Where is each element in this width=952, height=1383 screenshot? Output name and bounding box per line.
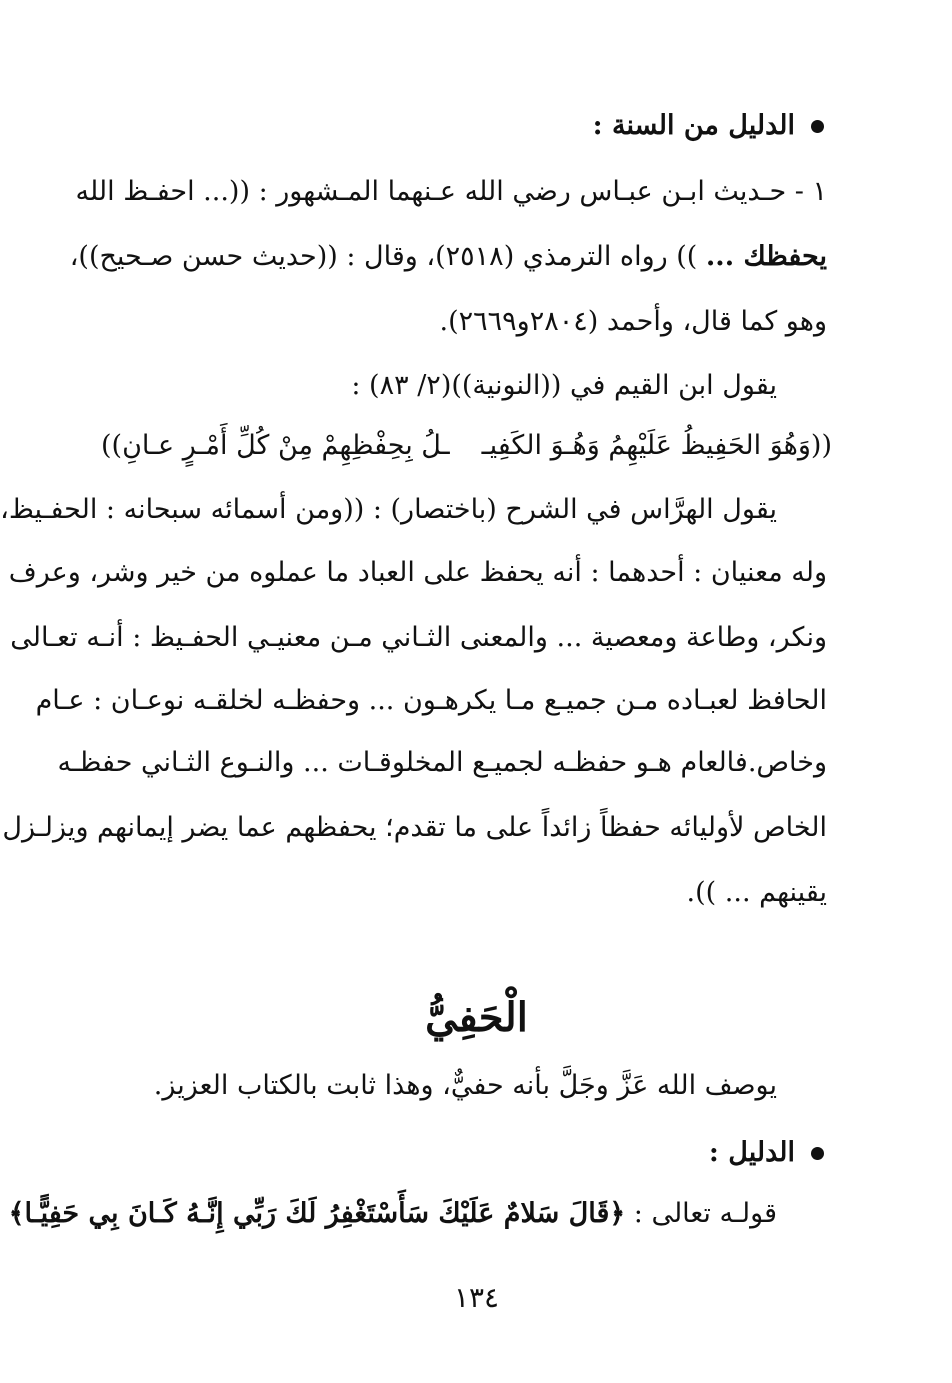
verse-first-hemistich: ((وَهُوَ الحَفِيظُ عَلَيْهِمُ وَهُـوَ الكَفِيـ xyxy=(481,430,832,461)
harras-line-1: يقول الهرَّاس في الشرح (باختصار) : ((ومن أسمائه سبحانه : الحفـيظ، xyxy=(0,494,777,525)
al-hafiyy-intro: يوصف الله عَزَّ وجَلَّ بأنه حفيٌّ، وهذا ثابت بالكتاب العزيز. xyxy=(153,1070,777,1101)
bullet-icon xyxy=(811,120,824,133)
sunnah-evidence-heading xyxy=(121,106,824,146)
hadith-line-2-rest: )) رواه الترمذي (٢٥١٨)، وقال : ((حديث حسن صـحيح))، xyxy=(69,241,706,272)
page-number: ١٣٤ xyxy=(453,1281,500,1314)
quran-verse: ﴿قَالَ سَلامٌ عَلَيْكَ سَأَسْتَغْفِرُ لَكَ رَبِّي إِنَّـهُ كَـانَ بِي حَفِيًّـا﴾ xyxy=(8,1198,626,1229)
hadith-line-2 xyxy=(69,237,827,277)
section-title-al-hafiyy: الْحَفِيُّ xyxy=(425,994,528,1041)
harras-line-5: وخاص.فالعام هـو حفظـه لجميـع المخلوقـات ... والنـوع الثـاني حفظـه xyxy=(57,747,827,778)
hadith-line-1: ١ - حـديث ابـن عبـاس رضي الله عـنهما المـشهور : ((... احفـظ الله xyxy=(75,176,827,207)
evidence-heading xyxy=(121,1133,824,1173)
bullet-icon xyxy=(811,1147,824,1160)
evidence-heading-text: الدليل : xyxy=(708,1137,795,1168)
hadith-line-3: وهو كما قال، وأحمد (٢٨٠٤و٢٦٦٩). xyxy=(439,306,827,337)
harras-line-7: يقينهم ... )). xyxy=(686,877,827,908)
hadith-bold-text: يحفظك ... xyxy=(705,241,827,272)
harras-line-4: الحافظ لعبـاده مـن جميـع مـا يكرهـون ... وحفظـه لخلقـه نوعـان : عـام xyxy=(35,685,827,716)
ibn-qayyim-intro: يقول ابن القيم في ((النونية))(٢/ ٨٣) : xyxy=(351,370,777,401)
harras-line-3: ونكر، وطاعة ومعصية ... والمعنى الثـاني مـن معنيـي الحفـيظ : أنـه تعـالى xyxy=(10,622,827,653)
quran-evidence-line xyxy=(8,1194,777,1234)
harras-line-6: الخاص لأوليائه حفظاً زائداً على ما تقدم؛ يحفظهم عما يضر إيمانهم ويزلـزل xyxy=(2,812,827,843)
harras-line-2: وله معنيان : أحدهما : أنه يحفظ على العباد ما عملوه من خير وشر، وعرف xyxy=(8,557,827,588)
sunnah-evidence-heading-text: الدليل من السنة : xyxy=(592,110,795,141)
evidence-prefix: قولـه تعالى : xyxy=(625,1198,777,1229)
verse-second-hemistich: ـلُ بِحِفْظِهِمْ مِنْ كُلِّ أَمْـرٍ عـانِ)) xyxy=(101,430,450,461)
document-page xyxy=(1,0,952,1383)
nuniyya-verse xyxy=(101,426,832,466)
